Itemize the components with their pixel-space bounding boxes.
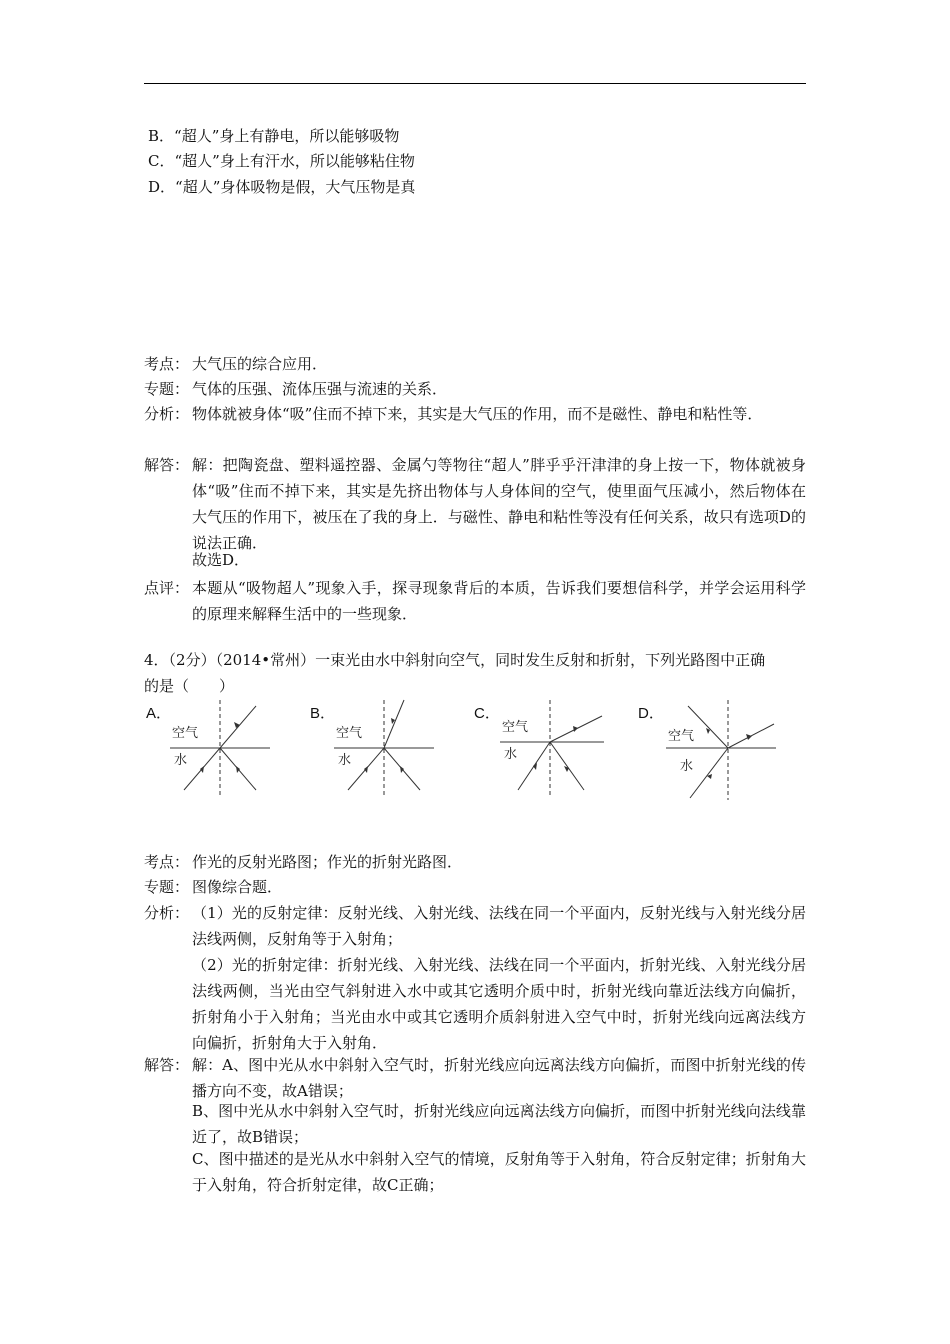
q3-jieda-label: 解答： [144,456,190,474]
option-a-label: A． [146,705,172,722]
option-d-prev: D．“超人”身体吸物是假，大气压物是真 [148,178,416,196]
q3-jieda: 解：把陶瓷盘、塑料遥控器、金属勺等物往“超人”胖乎乎汗津津的身上按一下，物体就被身体“吸”住而不掉下来，其实是先挤出物体与人身体间的空气，使里面气压减小，然后物体在大气压的作用下，被压在了我的身上．与磁性、静电和粘性等没有任何关系，故只有选项D的说法正确． [192,456,806,552]
q4-zhuanti: 图像综合题． [192,878,283,896]
q4-jieda-b: B、图中光从水中斜射入空气时，折射光线应向远离法线方向偏折，而图中折射光线向法线靠近了，故B错误； [192,1102,806,1146]
q4-jieda-a: 解：A、图中光从水中斜射入空气时，折射光线应向远离法线方向偏折，而图中折射光线的传播方向不变，故A错误； [192,1056,806,1100]
water-label-d: 水 [680,759,694,774]
q4-stem-line2: 的是（ ） [144,677,235,695]
q3-kaodian: 大气压的综合应用． [192,355,328,373]
q4-kaodian-label: 考点： [144,853,190,871]
air-label-b: 空气 [336,726,363,741]
water-label-a: 水 [174,753,188,768]
q4-jieda-c: C、图中描述的是光从水中斜射入空气的情境，反射角等于入射角，符合反射定律；折射角大于入射角，符合折射定律，故C正确； [192,1150,806,1194]
header-rule [144,83,806,84]
q3-dianping: 本题从“吸物超人”现象入手，探寻现象背后的本质，告诉我们要想信科学，并学会运用科学的原理来解释生活中的一些现象． [192,579,806,623]
q4-fenxi-label: 分析： [144,904,190,922]
option-d-label: D． [638,705,664,722]
option-c-prev: C．“超人”身上有汗水，所以能够粘住物 [148,152,415,170]
water-label-b: 水 [338,753,352,768]
q4-jieda-label: 解答： [144,1056,190,1074]
q3-jieda-conclusion: 故选D． [192,551,250,569]
option-c-label: C． [474,705,500,722]
q4-stem-line1: 4．（2分）（2014•常州）一束光由水中斜射向空气，同时发生反射和折射，下列光路图中正确 [144,651,766,669]
q4-fenxi-1: （1）光的反射定律：反射光线、入射光线、法线在同一个平面内，反射光线与入射光线分居法线两侧，反射角等于入射角； [192,904,806,948]
air-label-a: 空气 [172,726,199,741]
diagram-b [334,698,439,800]
air-label-c: 空气 [502,720,529,735]
diagram-c [500,698,608,800]
diagram-a [170,698,275,800]
q4-fenxi-2: （2）光的折射定律：折射光线、入射光线、法线在同一个平面内，折射光线、入射光线分居法线两侧，当光由空气斜射进入水中或其它透明介质中时，折射光线向靠近法线方向偏折，折射角小于入射角；当光由水中或其它透明介质斜射进入空气中时，折射光线向远离法线方向偏折，折射角大于入射角． [192,956,806,1052]
air-label-d: 空气 [668,729,695,744]
diagram-d [666,698,778,802]
q3-dianping-label: 点评： [144,579,190,597]
q4-kaodian: 作光的反射光路图；作光的折射光路图． [192,853,463,871]
q3-zhuanti-label: 专题： [144,380,190,398]
option-b-prev: B．“超人”身上有静电，所以能够吸物 [148,127,400,145]
q4-zhuanti-label: 专题： [144,878,190,896]
q3-kaodian-label: 考点： [144,355,190,373]
option-b-label: B． [310,705,336,722]
q3-zhuanti: 气体的压强、流体压强与流速的关系． [192,380,448,398]
water-label-c: 水 [504,747,518,762]
q3-fenxi-label: 分析： [144,405,190,423]
q3-fenxi: 物体就被身体“吸”住而不掉下来，其实是大气压的作用，而不是磁性、静电和粘性等． [192,405,763,423]
